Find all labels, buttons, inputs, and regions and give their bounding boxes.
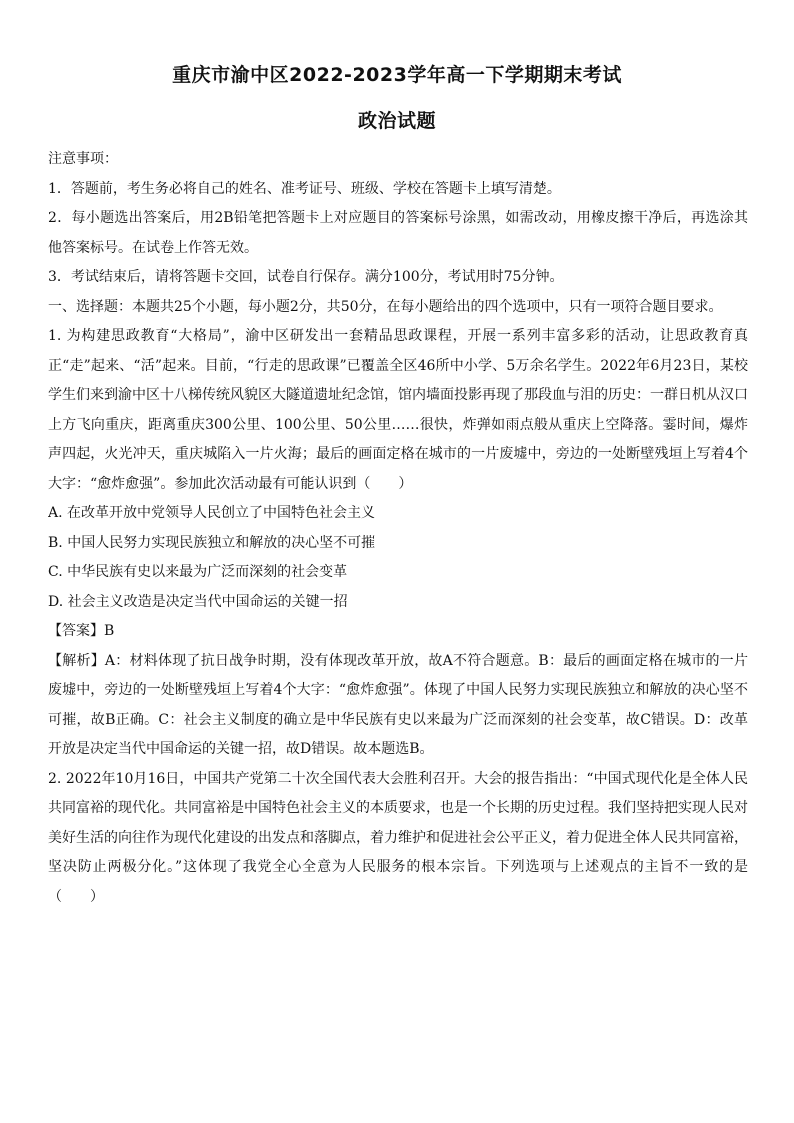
document-subtitle: 政治试题 [357,110,436,132]
question-1-option-a: A. 在改革开放中党领导人民创立了中国特色社会主义 [48,505,376,521]
notice-item-3: 3．考试结束后，请将答题卡交回，试卷自行保存。满分100分，考试用时75分钟。 [48,269,564,285]
question-2-stem: 2. 2022年10月16日，中国共产党第二十次全国代表大会胜利召开。大会的报告指出：“中国式现代化是全体人民共同富裕的现代化。共同富裕是中国特色社会主义的本质要求，也是一个长期的历史过程。我们坚持把实现人民对美好生活的向往作为现代化建设的出发点和落脚点，着力维护和促进社会公平正义，着力促进全体人民共同富裕，坚决防止两极分化。”这体现了我党全心全意为人民服务的根本宗旨。下列选项与上述观点的主旨不一致的是（ ） [48,770,748,905]
question-1-option-d: D. 社会主义改造是决定当代中国命运的关键一招 [48,593,348,610]
document-body [48,145,748,912]
question-1-option-b: B. 中国人民努力实现民族独立和解放的决心坚不可摧 [48,534,376,551]
notice-item-2: 2．每小题选出答案后，用2B铅笔把答题卡上对应题目的答案标号涂黑，如需改动，用橡皮擦干净后，再选涂其他答案标号。在试卷上作答无效。 [48,210,748,256]
question-1-answer: 【答案】B [48,623,115,639]
notice-heading: 注意事项： [48,151,118,167]
question-1-stem: 1. 为构建思政教育“大格局”，渝中区研发出一套精品思政课程，开展一系列丰富多彩的活动，让思政教育真正“走”起来、“活”起来。目前，“行走的思政课”已覆盖全区46所中小学、5万余名学生。2022年6月23日，某校学生们来到渝中区十八梯传统风貌区大隧道遗址纪念馆，馆内墙面投影再现了那段血与泪的历史：一群日机从汉口上方飞向重庆，距离重庆300公里、100公里、50公里……很快，炸弹如雨点般从重庆上空降落。霎时间，爆炸声四起，火光冲天，重庆城陷入一片火海；最后的画面定格在城市的一片废墟中，旁边的一处断壁残垣上写着4个大字：“愈炸愈强”。参加此次活动最有可能认识到（ ） [48,328,748,492]
document-title: 重庆市渝中区2022-2023学年高一下学期期末考试 [172,64,622,86]
question-1-option-c: C. 中华民族有史以来最为广泛而深刻的社会变革 [48,564,348,580]
section-heading: 一、选择题：本题共25个小题，每小题2分，共50分，在每小题给出的四个选项中，只有一项符合题目要求。 [48,298,723,315]
question-1-analysis: 【解析】A：材料体现了抗日战争时期，没有体现改革开放，故A不符合题意。B：最后的画面定格在城市的一片废墟中，旁边的一处断壁残垣上写着4个大字：“愈炸愈强”。体现了中国人民努力实现民族独立和解放的决心坚不可摧，故B正确。C：社会主义制度的确立是中华民族有史以来最为广泛而深刻的社会变革，故C错误。D：改革开放是决定当代中国命运的关键一招，故D错误。故本题选B。 [48,652,748,757]
notice-item-1: 1．答题前，考生务必将自己的姓名、准考证号、班级、学校在答题卡上填写清楚。 [48,180,561,197]
